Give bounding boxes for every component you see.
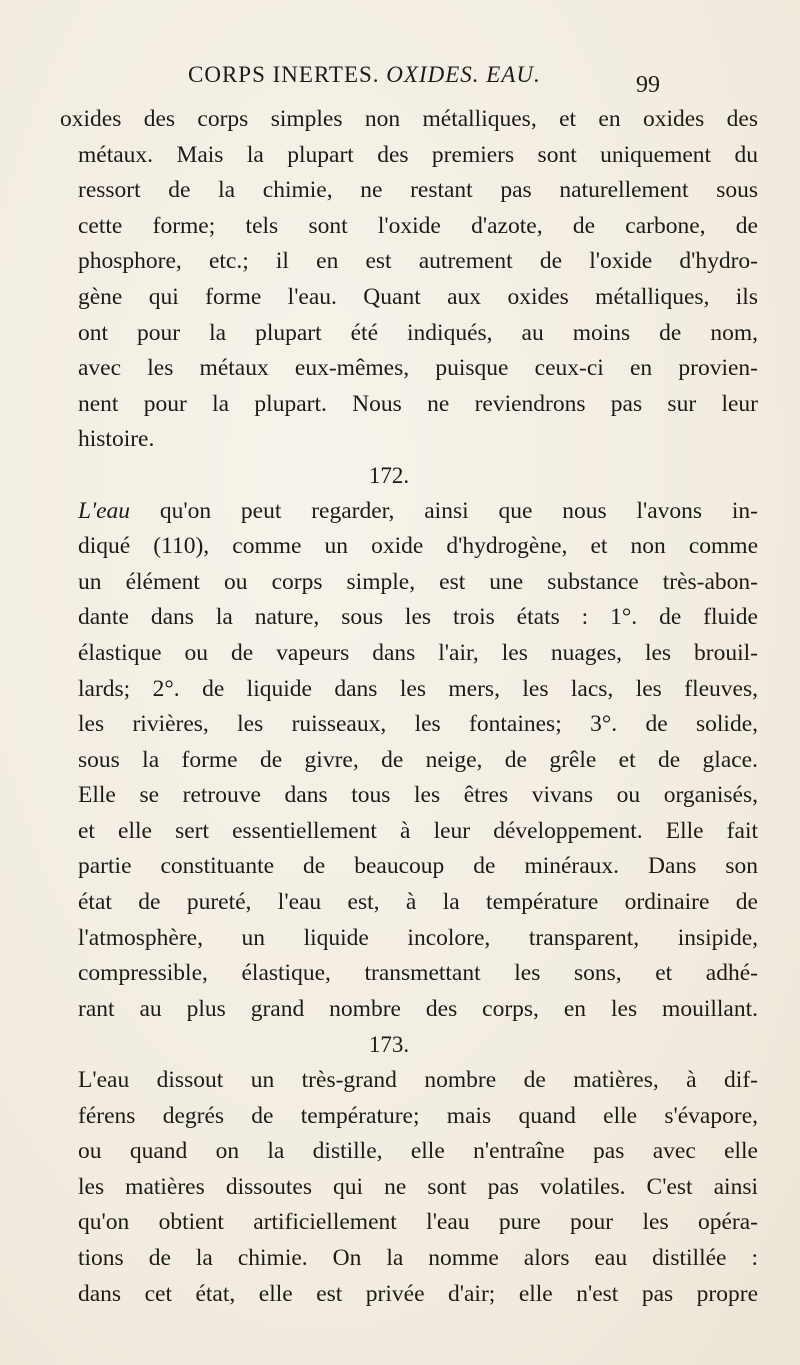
running-title-italic: OXIDES. EAU.: [386, 62, 541, 87]
text-line: lards; 2°. de liquide dans les mers, les lacs, les fleuves,: [78, 675, 758, 702]
running-title: [188, 62, 541, 88]
page-number: 99: [636, 72, 660, 98]
text-line: compressible, élastique, transmettant les sons, et adhé-: [78, 960, 758, 987]
text-line-rest: qu'on peut regarder, ainsi que nous l'avons in-: [130, 497, 758, 524]
text-line: élastique ou de vapeurs dans l'air, les nuages, les brouil-: [78, 639, 758, 666]
text-line: tions de la chimie. On la nomme alors eau distillée :: [78, 1245, 758, 1271]
section-number-173: 173.: [368, 1032, 410, 1058]
text-line: gène qui forme l'eau. Quant aux oxides métalliques, ils: [78, 283, 758, 310]
text-line: état de pureté, l'eau est, à la température ordinaire de: [78, 889, 758, 916]
text-line: ressort de la chimie, ne restant pas naturellement sous: [78, 177, 758, 204]
paragraph-eau: [60, 494, 758, 1028]
text-line: férens degrés de température; mais quand elle s'évapore,: [78, 1102, 758, 1129]
text-line: rant au plus grand nombre des corps, en les mouillant.: [78, 995, 758, 1022]
text-line: [60, 494, 758, 530]
text-line: métaux. Mais la plupart des premiers sont uniquement du: [78, 141, 758, 168]
text-line: phosphore, etc.; il en est autrement de l'oxide d'hydro-: [78, 248, 758, 275]
text-line: histoire.: [78, 426, 155, 453]
text-line: oxides des corps simples non métalliques, et en oxides des: [60, 106, 758, 132]
text-line: cette forme; tels sont l'oxide d'azote, de carbone, de: [78, 212, 758, 239]
text-line: les matières dissoutes qui ne sont pas volatiles. C'est ainsi: [78, 1173, 758, 1200]
text-line: sous la forme de givre, de neige, de grêle et de glace.: [78, 746, 758, 773]
text-line: un élément ou corps simple, est une substance très-abon-: [78, 568, 758, 595]
running-title-main: CORPS INERTES.: [188, 62, 380, 87]
text-line: dans cet état, elle est privée d'air; elle n'est pas propre: [78, 1280, 758, 1307]
text-line: qu'on obtient artificiellement l'eau pure pour les opéra-: [78, 1209, 758, 1236]
italic-term-eau: L'eau: [78, 497, 131, 524]
section-number-172: 172.: [368, 462, 410, 488]
text-line: dante dans la nature, sous les trois états : 1°. de fluide: [78, 604, 758, 631]
paragraph-oxides: [60, 102, 758, 458]
text-line: ont pour la plupart été indiqués, au moins de nom,: [78, 319, 758, 346]
text-line: et elle sert essentiellement à leur développement. Elle fait: [78, 817, 758, 844]
paragraph-dissolution: [60, 1063, 758, 1312]
text-line: avec les métaux eux-mêmes, puisque ceux-ci en provien-: [78, 355, 758, 382]
text-line: ou quand on la distille, elle n'entraîne pas avec elle: [78, 1138, 758, 1165]
text-line: Elle se retrouve dans tous les êtres vivans ou organisés,: [78, 782, 758, 809]
text-line: nent pour la plupart. Nous ne reviendrons pas sur leur: [78, 390, 758, 417]
text-line: diqué (110), comme un oxide d'hydrogène, et non comme: [78, 533, 758, 560]
text-block: [60, 102, 758, 1312]
text-line: L'eau dissout un très-grand nombre de matières, à dif-: [78, 1067, 758, 1094]
running-head: [0, 62, 800, 96]
text-line: l'atmosphère, un liquide incolore, transparent, insipide,: [78, 924, 758, 951]
text-line: partie constituante de beaucoup de minéraux. Dans son: [78, 853, 758, 880]
text-line: les rivières, les ruisseaux, les fontaines; 3°. de solide,: [78, 711, 758, 738]
